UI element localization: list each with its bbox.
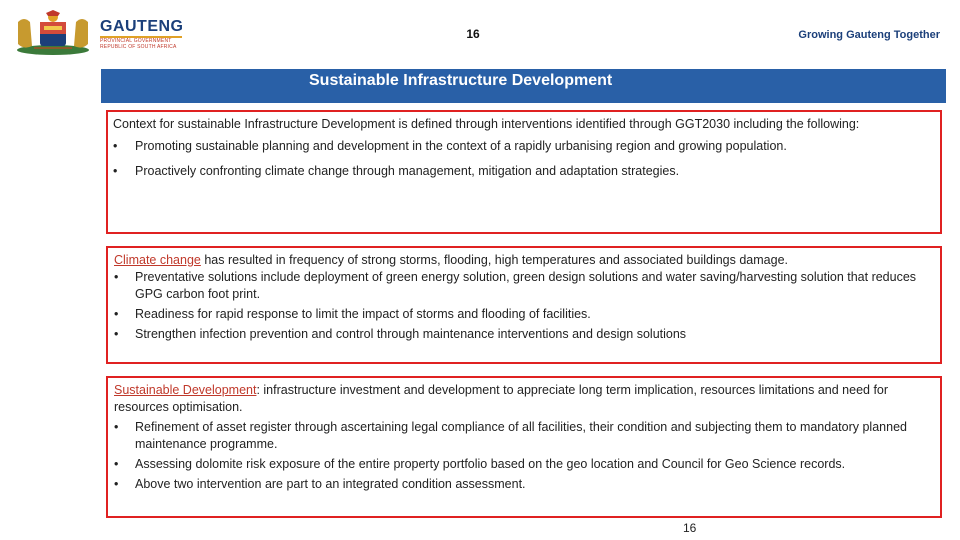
climate-change-box [106,246,942,364]
tagline: Growing Gauteng Together [798,29,940,41]
list-item-text: Proactively confronting climate change through management, mitigation and adaptation strategies. [135,164,680,178]
list-item [114,306,932,323]
list-item [114,419,932,453]
page-number-top: 16 [466,27,480,41]
bullet-icon: • [113,139,118,153]
context-intro: Context for sustainable Infrastructure Development is defined through interventions identified through GGT2030 including the following: [113,117,860,131]
sustainable-development-heading: Sustainable Development [114,383,257,397]
bullet-icon: • [114,457,119,471]
page-title: Sustainable Infrastructure Development [309,72,613,89]
list-item-text: Above two intervention are part to an integrated condition assessment. [135,477,526,491]
list-item [114,456,932,473]
bullet-icon: • [114,327,119,341]
title-banner [101,69,946,103]
sustainable-development-text: : infrastructure investment and development to appreciate long term implication, resources limitations and need for resources optimisation. [114,383,889,414]
list-item [113,163,932,180]
climate-change-heading: Climate change [114,253,201,267]
sustainable-development-box [106,376,942,518]
list-item-text: Promoting sustainable planning and development in the context of a rapidly urbanising region and growing population. [135,139,787,153]
list-item [113,138,932,155]
logo-subtitle-2: REPUBLIC OF SOUTH AFRICA [100,43,177,50]
sustainable-development-intro [114,382,932,416]
climate-change-text: has resulted in frequency of strong storms, flooding, high temperatures and associated buildings damage. [200,253,789,267]
list-item-text: Preventative solutions include deployment of green energy solution, green design solutions and water saving/harvesting solution that reduces GPG carbon foot print. [135,270,917,301]
page-number-bottom: 16 [683,521,697,535]
climate-change-intro [114,252,932,269]
list-item-text: Strengthen infection prevention and control through maintenance interventions and design solutions [135,327,687,341]
bullet-icon: • [114,420,119,434]
gauteng-logo [10,9,190,59]
list-item-text: Readiness for rapid response to limit the impact of storms and flooding of facilities. [135,307,591,321]
context-box [106,110,942,234]
bullet-icon: • [114,270,119,284]
list-item [114,269,932,303]
logo-name: GAUTENG [100,17,184,35]
bullet-icon: • [114,477,119,491]
list-item [114,476,932,493]
bullet-icon: • [113,164,118,178]
logo-subtitle-1: PROVINCIAL GOVERNMENT [100,37,172,44]
list-item-text: Assessing dolomite risk exposure of the entire property portfolio based on the geo location and Council for Geo Science records. [135,457,846,471]
coat-of-arms-icon [10,10,96,58]
bullet-icon: • [114,307,119,321]
list-item-text: Refinement of asset register through ascertaining legal compliance of all facilities, their condition and subjecting them to mandatory planned maintenance programme. [135,420,907,451]
list-item [114,326,932,343]
